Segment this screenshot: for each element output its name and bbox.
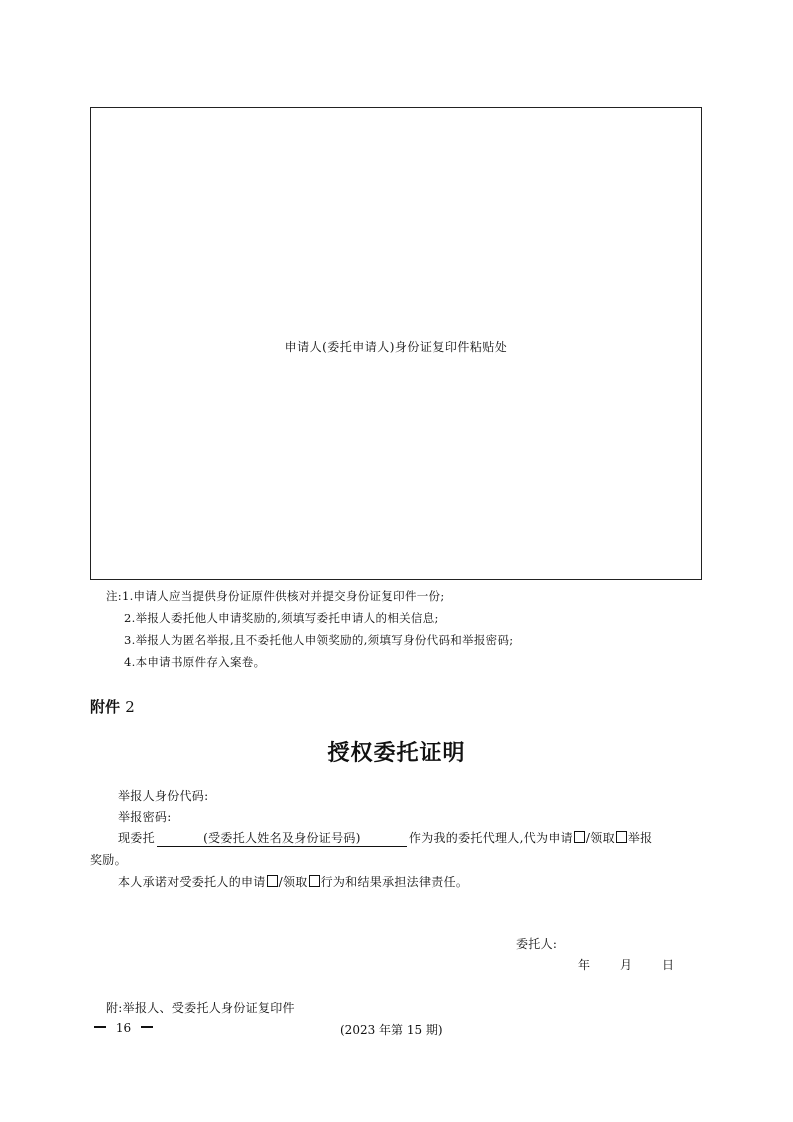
- report-label: 举报: [627, 831, 653, 845]
- note-item-2: 2.举报人委托他人申请奖励的,须填写委托申请人的相关信息;: [124, 611, 439, 625]
- document-title: 授权委托证明: [327, 740, 466, 766]
- dash-right: [141, 1026, 153, 1028]
- reporter-id-code-line: 举报人身份代码:: [118, 789, 209, 803]
- apply-checkbox[interactable]: [574, 831, 585, 843]
- date-year: 年: [578, 958, 591, 972]
- commit-collect-checkbox[interactable]: [309, 875, 320, 887]
- dash-left: [94, 1026, 106, 1028]
- principal-label: 委托人:: [516, 937, 558, 951]
- page-number-block: [94, 1021, 153, 1035]
- note-item-4: 4.本申请书原件存入案卷。: [124, 655, 266, 669]
- note-line-1: [106, 588, 445, 604]
- reward-line: 奖励。: [90, 853, 127, 867]
- reporter-password-line: 举报密码:: [118, 810, 172, 824]
- commit-collect-label: 领取: [282, 875, 308, 889]
- commit-prefix: 本人承诺对受委托人的申请: [118, 875, 266, 889]
- commit-suffix: 行为和结果承担法律责任。: [320, 875, 469, 889]
- slash-separator: /: [585, 831, 591, 845]
- date-day: 日: [662, 958, 675, 972]
- entrust-prefix: 现委托: [118, 831, 155, 845]
- note-item-3: 3.举报人为匿名举报,且不委托他人申领奖励的,须填写身份代码和举报密码;: [124, 633, 514, 647]
- paste-area-label: 申请人(委托申请人)身份证复印件粘贴处: [284, 340, 508, 354]
- issue-label: (2023 年第 15 期): [340, 1023, 443, 1037]
- id-copy-paste-area: [90, 107, 702, 580]
- attachment-note: 附:举报人、受委托人身份证复印件: [106, 1001, 295, 1015]
- annex-number: 2: [125, 698, 135, 716]
- note-item-1: 1.申请人应当提供身份证原件供核对并提交身份证复印件一份;: [121, 589, 445, 603]
- annex-heading: [90, 696, 135, 717]
- page-number: 16: [115, 1021, 132, 1035]
- entrust-line: [118, 829, 652, 847]
- collect-checkbox[interactable]: [616, 831, 627, 843]
- commitment-line: [118, 873, 468, 890]
- annex-label: 附件: [90, 698, 121, 716]
- commit-apply-checkbox[interactable]: [267, 875, 278, 887]
- entrust-suffix: 作为我的委托代理人,代为申请: [408, 831, 573, 845]
- note-prefix: 注:: [106, 589, 122, 603]
- date-month: 月: [620, 958, 633, 972]
- entrust-blank-field[interactable]: (受委托人姓名及身份证号码): [157, 829, 407, 847]
- collect-label: 领取: [590, 831, 615, 845]
- commit-slash: /: [278, 875, 283, 889]
